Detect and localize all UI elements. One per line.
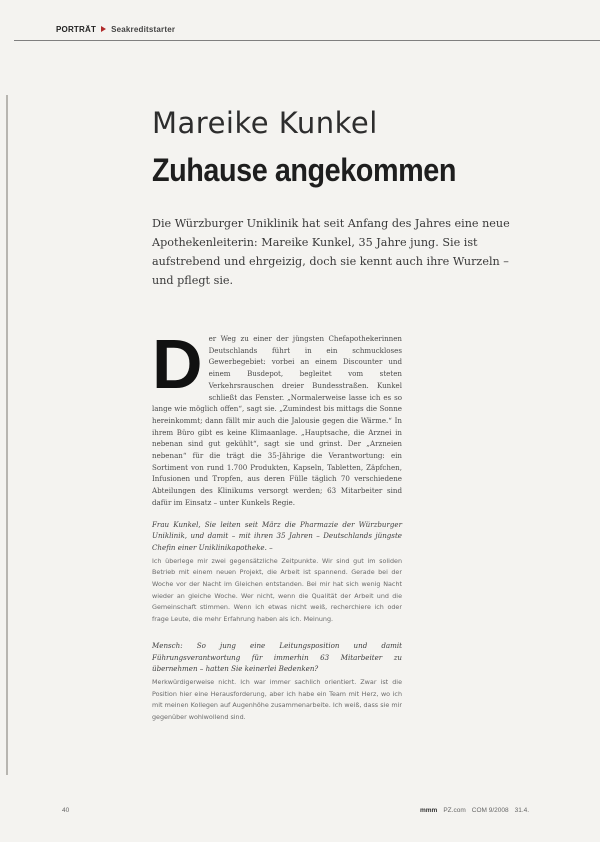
- scan-edge: [6, 95, 8, 775]
- interview-answer: Merkwürdigerweise nicht. Ich war immer sachlich orientiert. Zwar ist die Position hier eine Herausforderung, aber ich habe ein Team mit Herz, wo ich mit meinen Kollegen auf Augenhöhe zusammenarbeite. Ich weiß, dass sie mir gegenüber wohlwollend sind.: [152, 677, 402, 722]
- intro-text: er Weg zu einer der jüngsten Chefapothekerinnen Deutschlands führt in ein schmuckloses Gewerbegebiet: vorbei an einem Discounter und einem Busdepot, begleitet vom steten Verkehrsrauschen dreier Bundesstraßen. Kunkel schließt das Fenster. „Normalerweise lasse ich es so lange wie möglich offen“, sagt sie. „Zumindest bis mittags die Sonne hereinkommt; dann fällt mir auch die Jalousie gegen die Wärme.“ In ihrem Büro gibt es keine Klimaanlage. „Hauptsache, die Arznei in nebenan sind gut gekühlt“, sagt sie und grinst. Der „Arzneien nebenan“ für die trägt die 35-Jährige die Verantwortung: ein Sortiment von rund 1.700 Produkten, Kapseln, Tabletten, Zäpfchen, Infusionen und Tropfen, aus deren Fülle täglich 70 verschiedene Abteilungen des Klinikums versorgt werden; 63 Mitarbeiter sind dafür im Einsatz – unter Kunkels Regie.: [152, 334, 402, 507]
- subsection-label: Seakreditstarter: [111, 24, 176, 34]
- page-header: [56, 18, 596, 40]
- article-lead: Die Würzburger Uniklinik hat seit Anfang des Jahres eine neue Apothekenleiterin: Mareike Kunkel, 35 Jahre jung. Sie ist aufstrebend und ehrgeizig, doch sie kennt auch ihre Wurzeln – und pflegt sie.: [152, 217, 510, 287]
- intro-paragraph: [152, 325, 402, 509]
- article-body: [152, 325, 402, 738]
- drop-cap: D: [152, 325, 203, 403]
- publication-logo: mmm: [420, 807, 438, 814]
- page-footer: [420, 807, 529, 814]
- section-label: PORTRÄT: [56, 24, 97, 34]
- interview-question: Frau Kunkel, Sie leiten seit März die Pharmazie der Würzburger Uniklinik, und damit – mit ihren 35 Jahren – Deutschlands jüngste Chefin einer Uniklinikapotheke. –: [152, 519, 402, 552]
- triangle-icon: [101, 26, 106, 32]
- interview-answer: Ich überlege mir zwei gegensätzliche Zeitpunkte. Wir sind gut im soliden Betrieb mit einem neuen Projekt, die Arbeit ist spannend. Gerade bei der Woche vor der Nacht im Gleichen entstanden. Bei mir hat sich wenig Nacht wieder an gleiche Woche. Wer nicht, wenn die Qualität der Arbeit und die Gemeinschaft stimmen. Wenn ich etwas nicht weiß, recherchiere ich oder frage Leute, die mehr Erfahrung haben als ich. Meinung.: [152, 556, 402, 624]
- header-divider: [14, 40, 600, 41]
- interview-question: Mensch: So jung eine Leitungsposition und damit Führungsverantwortung für immerhin 63 Mitarbeiter zu übernehmen – hatten Sie keinerlei Bedenken?: [152, 640, 402, 674]
- page-number: 40: [62, 807, 70, 814]
- person-name-title: Mareike Kunkel: [152, 106, 378, 140]
- issue-label: COM 9/2008: [471, 807, 509, 814]
- article-headline: Zuhause angekommen: [152, 152, 456, 188]
- publication-suffix: PZ.com: [443, 807, 466, 814]
- footer-extra: 31.4.: [514, 807, 530, 814]
